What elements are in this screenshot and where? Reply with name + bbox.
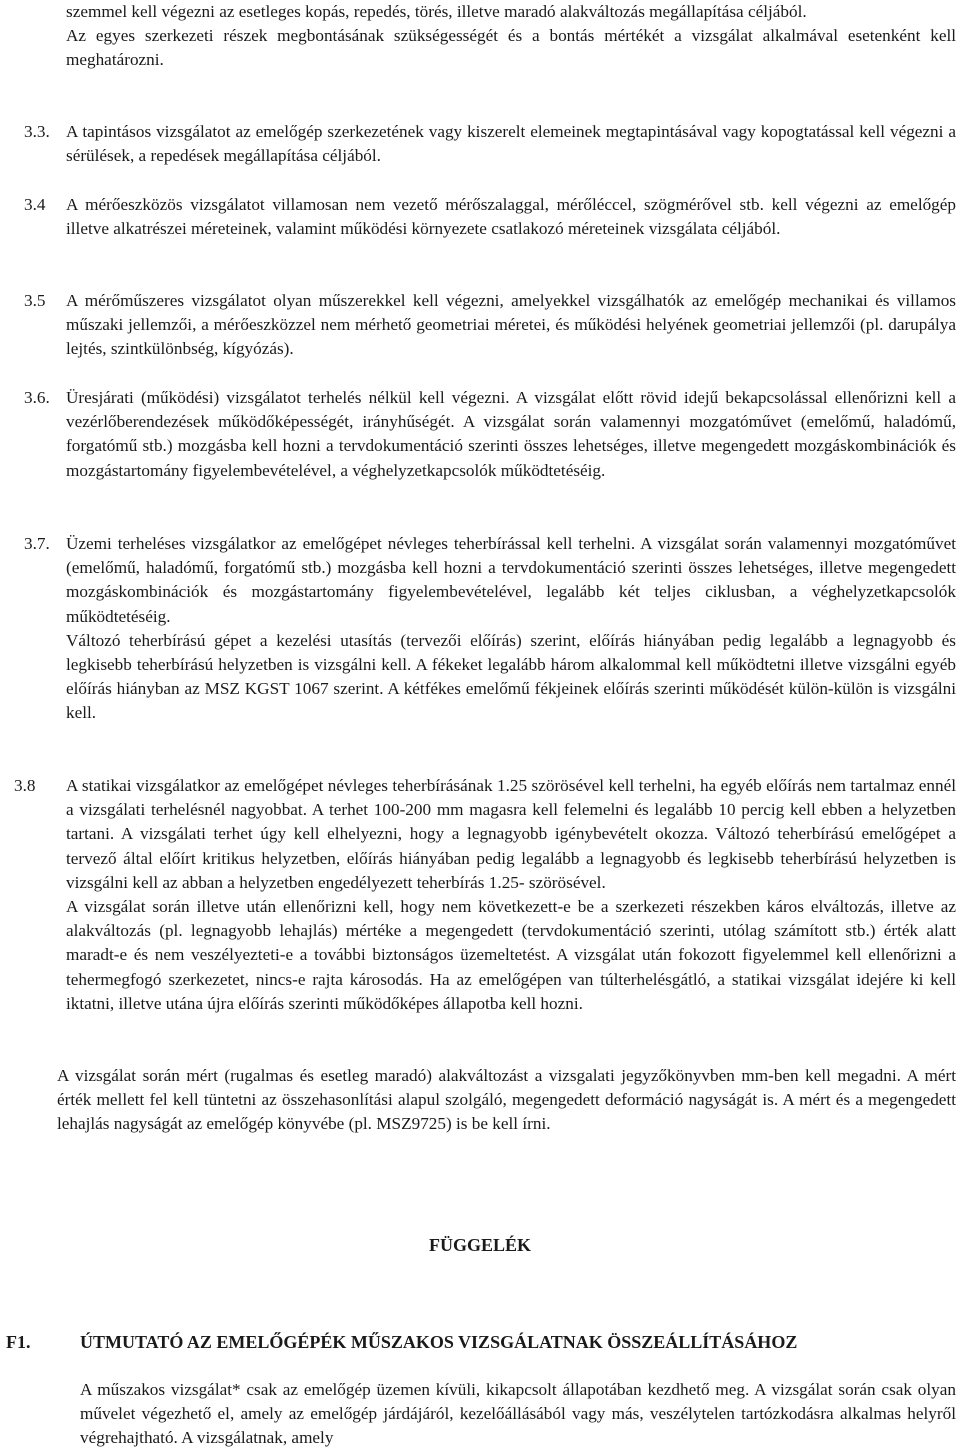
section-3-3-text: A tapintásos vizsgálatot az emelőgép szerkezetének vagy kiszerelt elemeinek megtapintásával vagy kopogtatással kell végezni a sérülések, a repedések megállapítása céljából. [66, 122, 956, 166]
intro-paragraph-1: szemmel kell végezni az esetleges kopás, repedés, törés, illetve maradó alakváltozás megállapítása céljából. [66, 2, 807, 21]
section-3-6-number: 3.6. [24, 388, 50, 407]
appendix-title: FÜGGELÉK [428, 1235, 531, 1255]
section-3-8-block [66, 774, 956, 1016]
section-3-8-number: 3.8 [14, 776, 36, 795]
intro-paragraph-2: Az egyes szerkezeti részek megbontásának szükségességét és a bontás mértékét a vizsgálat alkalmával esetenként kell meghatározni. [66, 26, 956, 70]
section-3-8-paragraph-1: A statikai vizsgálatkor az emelőgépet névleges teherbírásának 1.25 szörösével kell terhelni, ha egyéb előírás nem tartalmaz ennél a vizsgálati terhelésnél nagyobbat. A terhet 100-200 mm magasra kell felemelni és legalább 10 percig kell ebben a helyzetben tartani. A vizsgálati terhet úgy kell elhelyezni, hogy a legnagyobb igénybevételt okozza. Változó teherbírású emelőgépet a tervező által előírt kritikus helyzetben, előírás hiányában pedig legalább a legnagyobb és legkisebb teherbírású helyzetben is vizsgálni kell az abban a helyzetben engedélyezett teherbírás 1.25- szörösével. [66, 776, 956, 892]
intro-block [66, 0, 956, 73]
section-3-8-paragraph-3: A vizsgálat során mért (rugalmas és esetleg maradó) alakváltozást a vizsgalati jegyzőkönyvben mm-ben kell megadni. A mért érték mellett fel kell tüntetni az összehasonlítási alapul szolgáló, megengedett deformáció nagyságát is. A mért és a megengedett lehajlás nagyságát az emelőgép könyvébe (pl. MSZ9725) is be kell írni. [57, 1066, 956, 1134]
section-3-4-text: A mérőeszközös vizsgálatot villamosan nem vezető mérőszalaggal, mérőléccel, szögmérővel stb. kell végezni az emelőgép illetve alkatrészei méreteinek, valamint működési környezete csatlakozó méreteinek vizsgálata céljából. [66, 195, 956, 239]
section-3-8-paragraph-2: A vizsgálat során illetve után ellenőrizni kell, hogy nem következett-e be a szerkezeti részekben káros elváltozás, illetve az alakváltozás (pl. legnagyobb lehajlás) mértéke a megengedett (tervdokumentáció szerinti, utólag számított stb.) érték alatt maradt-e és nem veszélyezteti-e a további biztonságos üzemeltetést. A vizsgálat után fokozott figyelemmel kell ellenőrizni a tehermegfogó szerkezetet, nincs-e rajta károsodás. Ha az emelőgépen van túlterhelésgátló, a statikai vizsgálat idejére ki kell iktatni, illetve utána újra előírás szerinti működőképes állapotba kell hozni. [66, 897, 956, 1013]
section-3-4-number: 3.4 [24, 195, 46, 214]
section-3-7-paragraph-1: Üzemi terheléses vizsgálatkor az emelőgépet névleges teherbírással kell terhelni. A vizsgálat során valamennyi mozgatóművet (emelőmű, haladómű, forgatómű stb.) mozgásba kell hozni a tervdokumentáció szerinti összes lehetséges, illetve megengedett mozgáskombinációk és mozgástartomány figyelembevételével, legalább két teljes ciklusban, a véghelyzetkapcsolók működtetéséig. [66, 534, 956, 626]
section-3-3-number: 3.3. [24, 122, 50, 141]
section-3-7-block [66, 532, 956, 726]
f1-paragraph: A műszakos vizsgálat* csak az emelőgép üzemen kívüli, kikapcsolt állapotában kezdhető meg. A vizsgálat során csak olyan művelet végezhető el, amely az emelőgép járdájáról, kezelőállásából vagy más, veszélytelen tartózkodásra alkalmas helyről végrehajtható. A vizsgálatnak, amely [80, 1380, 956, 1448]
f1-number: F1. [6, 1332, 31, 1352]
section-3-6-text: Üresjárati (működési) vizsgálatot terhelés nélkül kell végezni. A vizsgálat előtt rövid idejű bekapcsolással ellenőrizni kell a vezérlőberendezések működőképességét, irányhűségét. A vizsgálat során valamennyi mozgatóművet (emelőmű, haladómű, forgatómű stb.) mozgásba kell hozni a tervdokumentáció szerinti összes lehetséges, illetve megengedett mozgáskombinációk és mozgástartomány figyelembevételével, a véghelyzetkapcsolók működtetéséig. [66, 388, 956, 480]
section-3-5-text: A mérőműszeres vizsgálatot olyan műszerekkel kell végezni, amelyekkel vizsgálhatók az emelőgép mechanikai és villamos műszaki jellemzői, a mérőeszközzel nem mérhető geometriai méretei, és működési helyének geometriai jellemzői (pl. darupálya lejtés, szintkülönbség, kígyózás). [66, 291, 956, 359]
f1-title: ÚTMUTATÓ AZ EMELŐGÉPÉK MŰSZAKOS VIZSGÁLATNAK ÖSSZEÁLLÍTÁSÁHOZ [80, 1332, 798, 1352]
section-3-7-number: 3.7. [24, 534, 50, 553]
section-3-7-paragraph-2: Változó teherbírású gépet a kezelési utasítás (tervezői előírás) szerint, előírás hiányában pedig legalább a legnagyobb és legkisebb teherbírású helyzetben is vizsgálni kell. A fékeket legalább három alkalommal kell működtetni illetve vizsgálni egyéb előírás hiányban az MSZ KGST 1067 szerint. A kétfékes emelőmű fékjeinek előírás szerinti működését külön-külön is vizsgálni kell. [66, 630, 956, 723]
section-3-5-number: 3.5 [24, 291, 46, 310]
